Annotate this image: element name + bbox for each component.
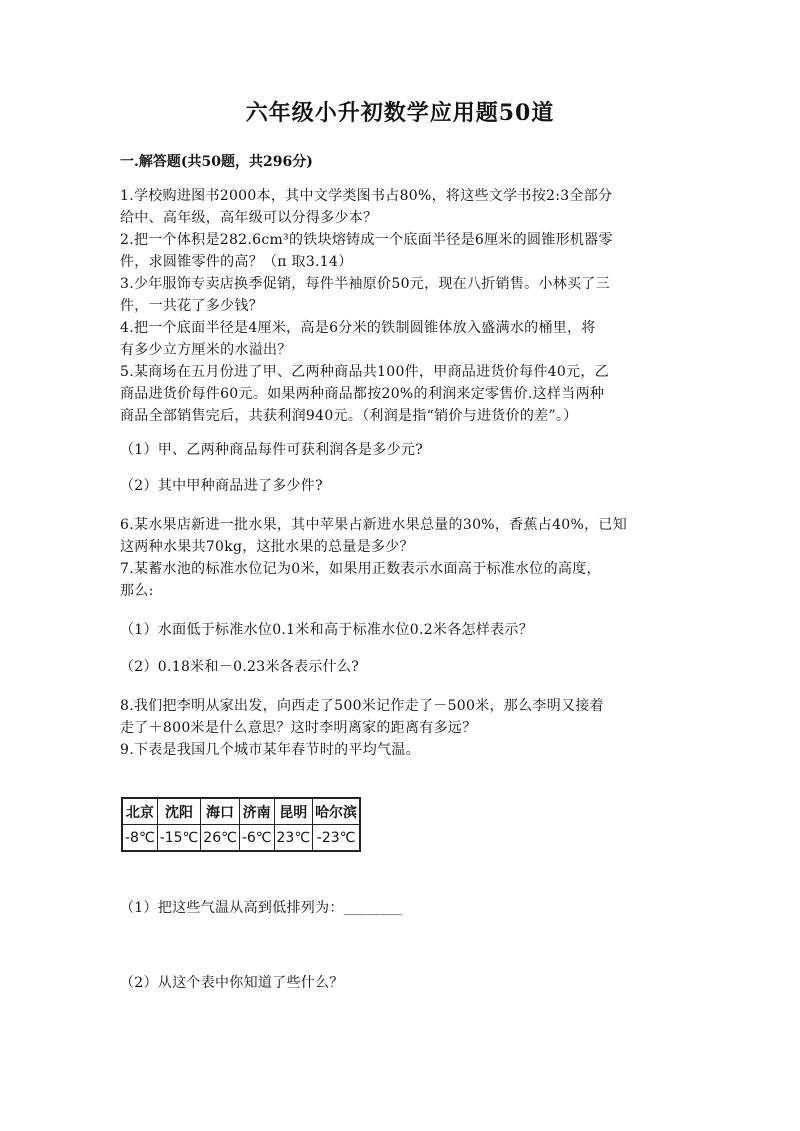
table-row-temps (122, 825, 360, 852)
q5-line-3: 商品全部销售完后，共获利润940元。（利润是指“销价与进货价的差”。） (120, 408, 578, 424)
q6-line-1: 6.某水果店新进一批水果，其中苹果占新进水果总量的30%，香蕉占40%，已知 (120, 517, 627, 533)
q7-subquestion-2: （2）0.18米和－0.23米各表示什么? (120, 659, 360, 675)
q5-subquestion-1: （1）甲、乙两种商品每件可获利润各是多少元? (120, 442, 424, 458)
q7-line-1: 7.某蓄水池的标准水位记为0米，如果用正数表示水面高于标准水位的高度， (120, 561, 601, 577)
q7-line-2: 那么: (120, 583, 154, 599)
q5-line-2: 商品进货价每件60元。如果两种商品都按20%的利润来定零售价.这样当两种 (120, 386, 605, 402)
q4-line-1: 4.把一个底面半径是4厘米，高是6分米的铁制圆锥体放入盛满水的桶里，将 (120, 320, 596, 336)
city-cell: 海口 (201, 798, 240, 825)
city-cell: 哈尔滨 (313, 798, 361, 825)
q1-line-1: 1.学校购进图书2000本，其中文学类图书占80%，将这些文学书按2:3全部分 (120, 188, 613, 204)
q4-line-2: 有多少立方厘米的水溢出？ (120, 342, 292, 358)
temp-cell: -6℃ (239, 825, 274, 852)
q2-line-1: 2.把一个体积是282.6cm³的铁块熔铸成一个底面半径是6厘米的圆锥形机器零 (120, 232, 613, 248)
page-title: 六年级小升初数学应用题50道 (245, 100, 555, 126)
temp-cell: 26℃ (201, 825, 240, 852)
q1-line-2: 给中、高年级，高年级可以分得多少本？ (120, 210, 378, 226)
city-cell: 沈阳 (157, 798, 201, 825)
temperature-table (121, 797, 361, 852)
q6-line-2: 这两种水果共70kg，这批水果的总量是多少？ (120, 539, 414, 555)
q2-line-2: 件，求圆锥零件的高？（π 取3.14） (120, 254, 353, 270)
temp-cell: -8℃ (122, 825, 157, 852)
q5-line-1: 5.某商场在五月份进了甲、乙两种商品共100件，甲商品进货价每件40元，乙 (120, 364, 609, 380)
q9-line-1: 9.下表是我国几个城市某年春节时的平均气温。 (120, 742, 420, 758)
q7-subquestion-1: （1）水面低于标准水位0.1米和高于标准水位0.2米各怎样表示？ (120, 622, 534, 638)
temp-cell: 23℃ (274, 825, 313, 852)
city-cell: 北京 (122, 798, 157, 825)
q5-subquestion-2: （2）其中甲种商品进了多少件? (120, 478, 323, 494)
city-cell: 济南 (239, 798, 274, 825)
q8-line-1: 8.我们把李明从家出发，向西走了500米记作走了－500米，那么李明又接着 (120, 698, 604, 714)
q9-subquestion-2: （2）从这个表中你知道了些什么？ (120, 975, 344, 991)
table-row-cities (122, 798, 360, 825)
section-heading: 一.解答题(共50题，共296分) (120, 154, 313, 170)
q3-line-2: 件，一共花了多少钱？ (120, 298, 263, 314)
q3-line-1: 3.少年服饰专卖店换季促销，每件半袖原价50元，现在八折销售。小林买了三 (120, 276, 610, 292)
temp-cell: -23℃ (313, 825, 361, 852)
city-cell: 昆明 (274, 798, 313, 825)
q8-line-2: 走了＋800米是什么意思？这时李明离家的距离有多远？ (120, 720, 477, 736)
q9-subquestion-1: （1）把这些气温从高到低排列为：________ (120, 900, 403, 916)
temp-cell: -15℃ (157, 825, 201, 852)
